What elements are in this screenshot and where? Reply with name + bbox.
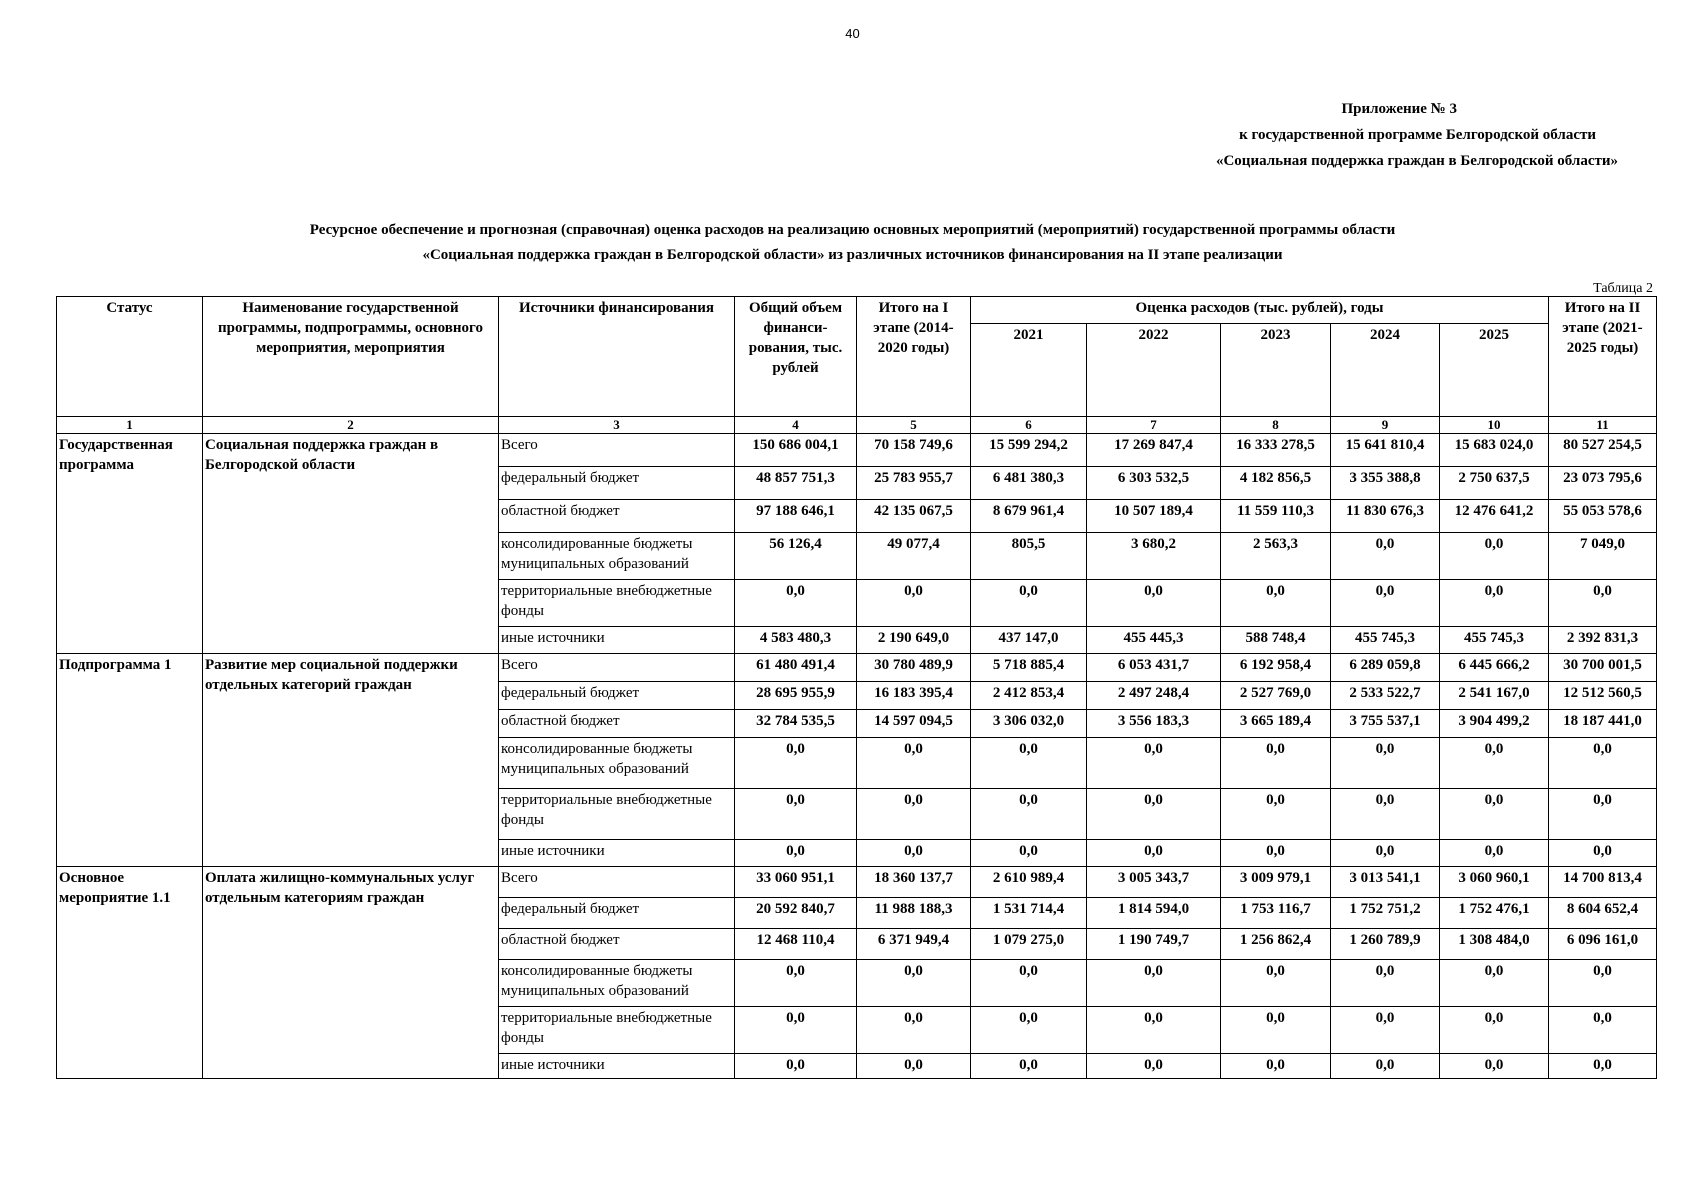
row-value: 1 079 275,0 xyxy=(971,929,1087,960)
row-status: Подпрограмма 1 xyxy=(57,654,203,867)
row-value: 11 830 676,3 xyxy=(1331,500,1440,533)
row-value: 11 988 188,3 xyxy=(857,898,971,929)
row-funding-source: иные источники xyxy=(499,1054,735,1079)
row-value: 0,0 xyxy=(1440,789,1549,840)
row-value: 0,0 xyxy=(1331,1054,1440,1079)
header-stage2: Итого на II этапе (2021-2025 годы) xyxy=(1549,297,1657,417)
row-value: 437 147,0 xyxy=(971,627,1087,654)
column-number: 1 xyxy=(57,417,203,434)
row-value: 12 468 110,4 xyxy=(735,929,857,960)
row-value: 3 355 388,8 xyxy=(1331,467,1440,500)
row-value: 3 009 979,1 xyxy=(1221,867,1331,898)
appendix-header xyxy=(1000,96,1690,174)
row-value: 0,0 xyxy=(1331,789,1440,840)
row-funding-source: консолидированные бюджеты муниципальных образований xyxy=(499,533,735,580)
table-row xyxy=(57,654,1657,682)
row-value: 14 700 813,4 xyxy=(1549,867,1657,898)
row-value: 2 392 831,3 xyxy=(1549,627,1657,654)
row-value: 1 256 862,4 xyxy=(1221,929,1331,960)
row-value: 2 563,3 xyxy=(1221,533,1331,580)
row-funding-source: федеральный бюджет xyxy=(499,467,735,500)
row-value: 0,0 xyxy=(971,789,1087,840)
column-number: 5 xyxy=(857,417,971,434)
row-value: 70 158 749,6 xyxy=(857,434,971,467)
row-value: 11 559 110,3 xyxy=(1221,500,1331,533)
row-value: 6 371 949,4 xyxy=(857,929,971,960)
row-value: 2 533 522,7 xyxy=(1331,682,1440,710)
row-value: 0,0 xyxy=(1549,1054,1657,1079)
row-value: 16 183 395,4 xyxy=(857,682,971,710)
row-value: 3 060 960,1 xyxy=(1440,867,1549,898)
row-value: 2 497 248,4 xyxy=(1087,682,1221,710)
row-value: 0,0 xyxy=(857,580,971,627)
row-value: 4 182 856,5 xyxy=(1221,467,1331,500)
row-value: 0,0 xyxy=(1331,580,1440,627)
row-value: 49 077,4 xyxy=(857,533,971,580)
header-estimate: Оценка расходов (тыс. рублей), годы xyxy=(971,297,1549,324)
column-number-row xyxy=(57,417,1657,434)
row-value: 2 412 853,4 xyxy=(971,682,1087,710)
row-value: 0,0 xyxy=(1549,738,1657,789)
table-header-row xyxy=(57,297,1657,324)
row-value: 0,0 xyxy=(857,840,971,867)
row-value: 0,0 xyxy=(735,840,857,867)
row-value: 1 308 484,0 xyxy=(1440,929,1549,960)
row-value: 455 445,3 xyxy=(1087,627,1221,654)
row-value: 0,0 xyxy=(971,840,1087,867)
row-program-name: Социальная поддержка граждан в Белгородской области xyxy=(203,434,499,654)
row-value: 28 695 955,9 xyxy=(735,682,857,710)
row-value: 3 680,2 xyxy=(1087,533,1221,580)
row-value: 14 597 094,5 xyxy=(857,710,971,738)
resource-table xyxy=(56,296,1657,1079)
row-value: 12 512 560,5 xyxy=(1549,682,1657,710)
row-value: 0,0 xyxy=(971,1054,1087,1079)
row-value: 0,0 xyxy=(1221,960,1331,1007)
row-value: 15 683 024,0 xyxy=(1440,434,1549,467)
row-funding-source: областной бюджет xyxy=(499,500,735,533)
row-value: 6 096 161,0 xyxy=(1549,929,1657,960)
document-title xyxy=(0,218,1705,268)
row-funding-source: иные источники xyxy=(499,627,735,654)
column-number: 11 xyxy=(1549,417,1657,434)
row-value: 25 783 955,7 xyxy=(857,467,971,500)
row-value: 42 135 067,5 xyxy=(857,500,971,533)
row-value: 0,0 xyxy=(1087,580,1221,627)
row-value: 150 686 004,1 xyxy=(735,434,857,467)
row-value: 6 053 431,7 xyxy=(1087,654,1221,682)
row-value: 30 780 489,9 xyxy=(857,654,971,682)
row-value: 1 753 116,7 xyxy=(1221,898,1331,929)
row-funding-source: Всего xyxy=(499,434,735,467)
table-row xyxy=(57,867,1657,898)
row-value: 0,0 xyxy=(1331,738,1440,789)
row-value: 0,0 xyxy=(1087,960,1221,1007)
row-value: 32 784 535,5 xyxy=(735,710,857,738)
table-label: Таблица 2 xyxy=(1593,281,1653,296)
row-value: 1 260 789,9 xyxy=(1331,929,1440,960)
header-year: 2025 xyxy=(1440,324,1549,417)
row-value: 23 073 795,6 xyxy=(1549,467,1657,500)
row-value: 61 480 491,4 xyxy=(735,654,857,682)
row-value: 0,0 xyxy=(1221,738,1331,789)
row-value: 0,0 xyxy=(857,738,971,789)
row-value: 0,0 xyxy=(857,1054,971,1079)
row-value: 0,0 xyxy=(1440,960,1549,1007)
header-status: Статус xyxy=(57,297,203,417)
row-value: 0,0 xyxy=(1087,1007,1221,1054)
row-value: 0,0 xyxy=(1549,789,1657,840)
row-value: 4 583 480,3 xyxy=(735,627,857,654)
row-value: 16 333 278,5 xyxy=(1221,434,1331,467)
row-value: 2 541 167,0 xyxy=(1440,682,1549,710)
row-value: 30 700 001,5 xyxy=(1549,654,1657,682)
row-value: 3 665 189,4 xyxy=(1221,710,1331,738)
row-funding-source: консолидированные бюджеты муниципальных образований xyxy=(499,960,735,1007)
page-number: 40 xyxy=(845,26,860,41)
row-value: 0,0 xyxy=(1331,1007,1440,1054)
header-year: 2024 xyxy=(1331,324,1440,417)
table-row xyxy=(57,434,1657,467)
row-funding-source: областной бюджет xyxy=(499,710,735,738)
row-value: 0,0 xyxy=(857,1007,971,1054)
column-number: 10 xyxy=(1440,417,1549,434)
row-value: 0,0 xyxy=(735,1007,857,1054)
row-value: 48 857 751,3 xyxy=(735,467,857,500)
row-value: 0,0 xyxy=(735,580,857,627)
appendix-line-1: Приложение № 3 xyxy=(1341,101,1457,117)
row-value: 0,0 xyxy=(857,960,971,1007)
row-value: 6 303 532,5 xyxy=(1087,467,1221,500)
row-value: 0,0 xyxy=(735,1054,857,1079)
row-value: 1 752 751,2 xyxy=(1331,898,1440,929)
row-value: 0,0 xyxy=(1440,533,1549,580)
row-funding-source: областной бюджет xyxy=(499,929,735,960)
header-name: Наименование государственной программы, подпрограммы, основного мероприятия, мероприятия xyxy=(203,297,499,417)
row-value: 0,0 xyxy=(1331,533,1440,580)
row-value: 0,0 xyxy=(1549,840,1657,867)
row-funding-source: территориальные внебюджетные фонды xyxy=(499,580,735,627)
row-value: 6 289 059,8 xyxy=(1331,654,1440,682)
row-value: 0,0 xyxy=(1440,738,1549,789)
row-funding-source: федеральный бюджет xyxy=(499,682,735,710)
row-program-name: Развитие мер социальной поддержки отдельных категорий граждан xyxy=(203,654,499,867)
row-value: 0,0 xyxy=(1221,1007,1331,1054)
row-value: 18 360 137,7 xyxy=(857,867,971,898)
row-value: 6 445 666,2 xyxy=(1440,654,1549,682)
row-value: 0,0 xyxy=(1440,840,1549,867)
row-value: 12 476 641,2 xyxy=(1440,500,1549,533)
row-value: 2 527 769,0 xyxy=(1221,682,1331,710)
row-value: 2 190 649,0 xyxy=(857,627,971,654)
row-value: 3 013 541,1 xyxy=(1331,867,1440,898)
row-value: 455 745,3 xyxy=(1440,627,1549,654)
row-value: 1 531 714,4 xyxy=(971,898,1087,929)
row-value: 6 192 958,4 xyxy=(1221,654,1331,682)
row-value: 20 592 840,7 xyxy=(735,898,857,929)
row-value: 56 126,4 xyxy=(735,533,857,580)
row-value: 15 641 810,4 xyxy=(1331,434,1440,467)
row-value: 0,0 xyxy=(1221,580,1331,627)
row-value: 0,0 xyxy=(971,960,1087,1007)
row-status: Государственная программа xyxy=(57,434,203,654)
row-value: 15 599 294,2 xyxy=(971,434,1087,467)
row-value: 0,0 xyxy=(971,580,1087,627)
column-number: 7 xyxy=(1087,417,1221,434)
row-value: 0,0 xyxy=(1221,1054,1331,1079)
row-value: 8 604 652,4 xyxy=(1549,898,1657,929)
row-value: 3 005 343,7 xyxy=(1087,867,1221,898)
row-value: 2 750 637,5 xyxy=(1440,467,1549,500)
document-title-line-2: «Социальная поддержка граждан в Белгородской области» из различных источников финансирования на II этапе реализации xyxy=(422,247,1283,263)
row-value: 80 527 254,5 xyxy=(1549,434,1657,467)
appendix-line-2: к государственной программе Белгородской области xyxy=(1239,127,1596,143)
row-value: 455 745,3 xyxy=(1331,627,1440,654)
row-value: 0,0 xyxy=(1549,580,1657,627)
row-value: 0,0 xyxy=(1549,960,1657,1007)
row-value: 0,0 xyxy=(1331,960,1440,1007)
row-value: 588 748,4 xyxy=(1221,627,1331,654)
row-funding-source: консолидированные бюджеты муниципальных образований xyxy=(499,738,735,789)
row-value: 0,0 xyxy=(735,960,857,1007)
row-value: 0,0 xyxy=(1549,1007,1657,1054)
row-value: 0,0 xyxy=(1087,1054,1221,1079)
row-value: 55 053 578,6 xyxy=(1549,500,1657,533)
row-value: 8 679 961,4 xyxy=(971,500,1087,533)
row-value: 0,0 xyxy=(857,789,971,840)
row-value: 33 060 951,1 xyxy=(735,867,857,898)
document-title-line-1: Ресурсное обеспечение и прогнозная (справочная) оценка расходов на реализацию основных мероприятий (мероприятий) государственной программы области xyxy=(309,222,1396,238)
row-value: 7 049,0 xyxy=(1549,533,1657,580)
row-funding-source: Всего xyxy=(499,654,735,682)
row-value: 0,0 xyxy=(1331,840,1440,867)
row-value: 18 187 441,0 xyxy=(1549,710,1657,738)
row-value: 0,0 xyxy=(735,738,857,789)
header-sources: Источники финансирования xyxy=(499,297,735,417)
row-value: 0,0 xyxy=(735,789,857,840)
row-value: 0,0 xyxy=(1221,789,1331,840)
column-number: 2 xyxy=(203,417,499,434)
column-number: 4 xyxy=(735,417,857,434)
row-value: 805,5 xyxy=(971,533,1087,580)
row-value: 0,0 xyxy=(1221,840,1331,867)
row-value: 0,0 xyxy=(1087,738,1221,789)
column-number: 8 xyxy=(1221,417,1331,434)
row-value: 97 188 646,1 xyxy=(735,500,857,533)
row-value: 0,0 xyxy=(971,738,1087,789)
row-value: 6 481 380,3 xyxy=(971,467,1087,500)
header-total: Общий объем финанси-рования, тыс. рублей xyxy=(735,297,857,417)
row-value: 17 269 847,4 xyxy=(1087,434,1221,467)
row-funding-source: федеральный бюджет xyxy=(499,898,735,929)
row-funding-source: территориальные внебюджетные фонды xyxy=(499,789,735,840)
row-value: 3 306 032,0 xyxy=(971,710,1087,738)
column-number: 9 xyxy=(1331,417,1440,434)
row-value: 0,0 xyxy=(1440,580,1549,627)
row-value: 0,0 xyxy=(1087,789,1221,840)
row-value: 1 814 594,0 xyxy=(1087,898,1221,929)
row-program-name: Оплата жилищно-коммунальных услуг отдельным категориям граждан xyxy=(203,867,499,1079)
row-value: 1 752 476,1 xyxy=(1440,898,1549,929)
appendix-line-3: «Социальная поддержка граждан в Белгородской области» xyxy=(1215,153,1618,169)
column-number: 3 xyxy=(499,417,735,434)
header-year: 2021 xyxy=(971,324,1087,417)
row-value: 2 610 989,4 xyxy=(971,867,1087,898)
header-year: 2022 xyxy=(1087,324,1221,417)
row-funding-source: иные источники xyxy=(499,840,735,867)
row-value: 0,0 xyxy=(1440,1054,1549,1079)
row-value: 3 755 537,1 xyxy=(1331,710,1440,738)
row-value: 5 718 885,4 xyxy=(971,654,1087,682)
column-number: 6 xyxy=(971,417,1087,434)
row-status: Основное мероприятие 1.1 xyxy=(57,867,203,1079)
table-body xyxy=(57,434,1657,1079)
row-value: 3 556 183,3 xyxy=(1087,710,1221,738)
row-value: 0,0 xyxy=(1087,840,1221,867)
header-year: 2023 xyxy=(1221,324,1331,417)
row-funding-source: территориальные внебюджетные фонды xyxy=(499,1007,735,1054)
row-value: 0,0 xyxy=(1440,1007,1549,1054)
row-value: 10 507 189,4 xyxy=(1087,500,1221,533)
row-funding-source: Всего xyxy=(499,867,735,898)
header-stage1: Итого на I этапе (2014-2020 годы) xyxy=(857,297,971,417)
row-value: 3 904 499,2 xyxy=(1440,710,1549,738)
row-value: 1 190 749,7 xyxy=(1087,929,1221,960)
row-value: 0,0 xyxy=(971,1007,1087,1054)
